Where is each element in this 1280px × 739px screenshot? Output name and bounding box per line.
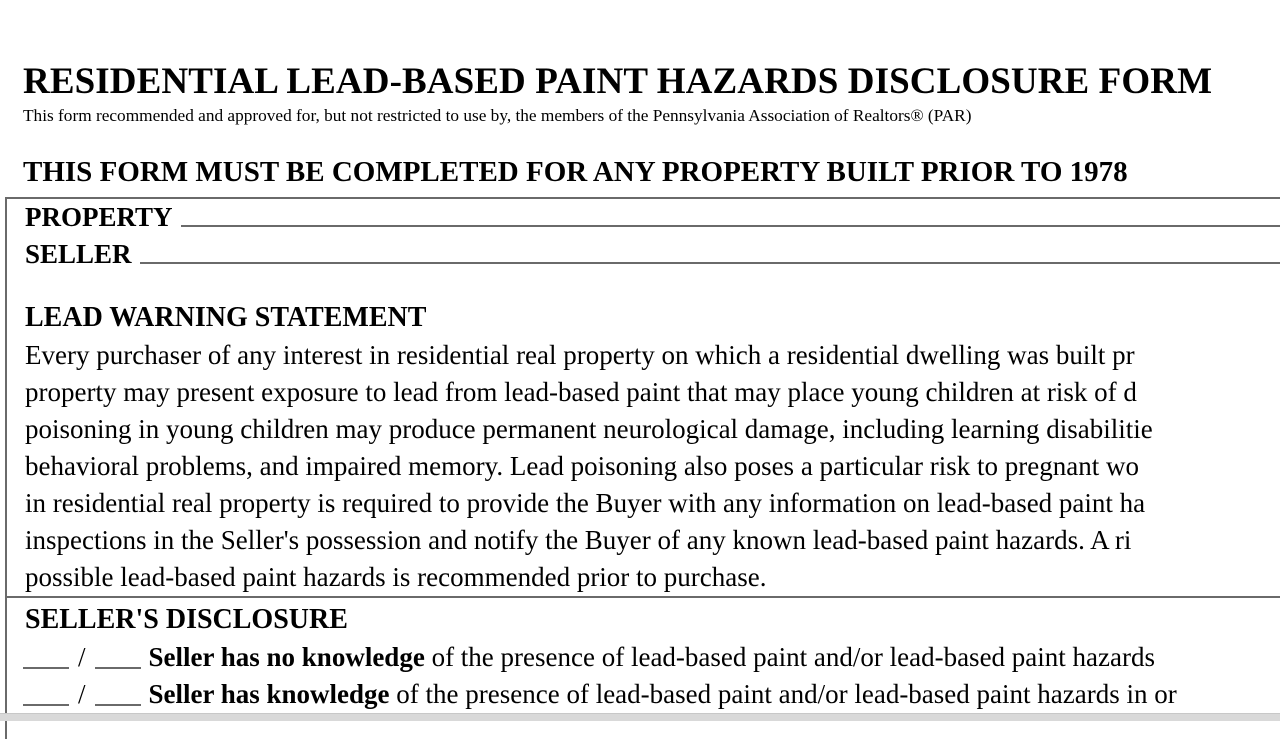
- form-title: RESIDENTIAL LEAD-BASED PAINT HAZARDS DISCLOSURE FORM: [23, 61, 1213, 102]
- option-text: of the presence of lead-based paint and/or lead-based paint hazards in or: [389, 679, 1177, 709]
- paragraph-line: behavioral problems, and impaired memory. Lead poisoning also poses a particular risk to pregnant wo: [25, 451, 1139, 481]
- property-field[interactable]: [25, 202, 1280, 233]
- form-requirement-banner: THIS FORM MUST BE COMPLETED FOR ANY PROPERTY BUILT PRIOR TO 1978: [23, 156, 1128, 188]
- initials-separator: /: [78, 642, 86, 672]
- form-subtitle: This form recommended and approved for, but not restricted to use by, the members of the Pennsylvania Association of Realtors® (PAR): [23, 106, 972, 125]
- seller-input-line[interactable]: [140, 262, 1280, 264]
- paragraph-line: property may present exposure to lead from lead-based paint that may place young children at risk of d: [25, 377, 1137, 407]
- initials-blank-2[interactable]: [95, 666, 141, 669]
- sellers-disclosure-heading: SELLER'S DISCLOSURE: [25, 604, 348, 635]
- initials-blank-2[interactable]: [95, 703, 141, 706]
- seller-label: SELLER: [25, 239, 132, 269]
- seller-field[interactable]: [25, 239, 1280, 270]
- initials-blank-1[interactable]: [23, 703, 69, 706]
- disclosure-option-has-knowledge: [23, 679, 1177, 710]
- initials-separator: /: [78, 679, 86, 709]
- initials-blank-1[interactable]: [23, 666, 69, 669]
- lead-warning-heading: LEAD WARNING STATEMENT: [25, 302, 427, 333]
- paragraph-line: in residential real property is required to provide the Buyer with any information on lead-based paint ha: [25, 488, 1146, 518]
- property-label: PROPERTY: [25, 202, 173, 232]
- disclosure-option-no-knowledge: [23, 642, 1155, 673]
- option-text: of the presence of lead-based paint and/or lead-based paint hazards: [424, 642, 1155, 672]
- paragraph-line: inspections in the Seller's possession and notify the Buyer of any known lead-based paint hazards. A ri: [25, 525, 1132, 555]
- option-bold-text: Seller has no knowledge: [148, 642, 425, 672]
- section-divider: [7, 596, 1280, 598]
- property-input-line[interactable]: [181, 225, 1280, 227]
- option-bold-text: Seller has knowledge: [148, 679, 390, 709]
- paragraph-line: poisoning in young children may produce permanent neurological damage, including learning disabilitie: [25, 414, 1153, 444]
- form-box: [5, 197, 1280, 739]
- paragraph-line: possible lead-based paint hazards is recommended prior to purchase.: [25, 562, 767, 592]
- lead-warning-paragraph: [25, 337, 1153, 596]
- paragraph-line: Every purchaser of any interest in residential real property on which a residential dwelling was built pr: [25, 340, 1135, 370]
